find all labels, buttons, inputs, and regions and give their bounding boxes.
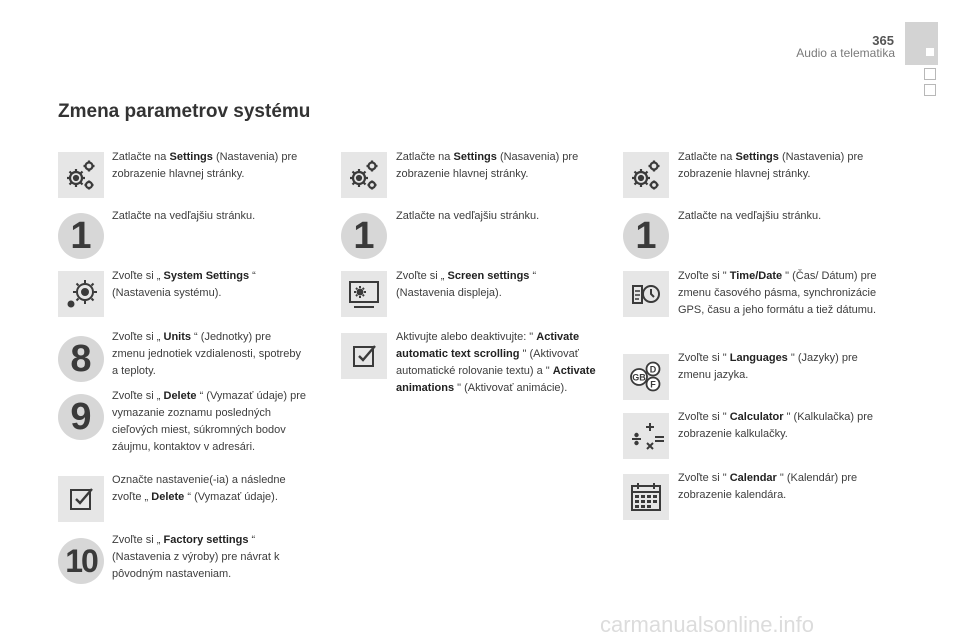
system-settings-gear-icon [58,271,104,317]
settings-gear-icon [341,152,387,198]
time-date-icon [623,271,669,317]
instruction-screen-settings: Zvoľte si „ Screen settings “ (Nastavenia displeja). [396,270,537,299]
settings-gear-icon [58,152,104,198]
checkbox-edit-icon [341,333,387,379]
step-badge: 1 [341,213,387,259]
step-badge: 1 [58,213,104,259]
calendar-icon [623,474,669,520]
instruction-calendar: Zvoľte si " Calendar " (Kalendár) pre zobrazenie kalendára. [678,472,858,501]
instruction-system-settings: Zvoľte si „ System Settings “ (Nastavenia systému). [112,270,256,299]
instruction-activate-options: Aktivujte alebo deaktivujte: " Activate automatic text scrolling " (Aktivovať automatické rolovanie textu) a " Activate animations " (Aktivovať animácie). [396,331,596,394]
instruction-next-page: Zatlačte na vedľajšiu stránku. [678,210,822,222]
watermark: carmanualsonline.info [600,612,815,637]
instruction-next-page: Zatlačte na vedľajšiu stránku. [112,210,256,222]
svg-text:F: F [650,379,656,390]
instruction-factory-settings: Zvoľte si „ Factory settings “ (Nastavenia z výroby) pre návrat k pôvodným nastaveniam. [112,534,280,580]
step-badge: 9 [58,394,104,440]
svg-text:D: D [649,364,657,375]
instruction-delete: Zvoľte si „ Delete “ (Vymazať údaje) pre vymazanie zoznamu posledných cieľových miest, súkromných bodov záujmu, kontaktov v adresári. [112,390,307,453]
svg-text:GB: GB [632,372,646,383]
tab-marker [926,48,934,56]
instruction-next-page: Zatlačte na vedľajšiu stránku. [396,210,540,222]
step-badge: 1 [623,213,669,259]
instruction-mark-delete: Označte nastavenie(-ia) a následne zvoľte „ Delete “ (Vymazať údaje). [112,474,286,503]
nav-square [924,68,936,80]
instruction-time-date: Zvoľte si " Time/Date " (Čas/ Dátum) pre zmenu časového pásma, synchronizácie GPS, času a jeho formátu a tiež dátumu. [678,270,877,316]
section-title: Audio a telematika [796,46,895,60]
instruction-units: Zvoľte si „ Units “ (Jednotky) pre zmenu jednotiek vzdialenosti, spotreby a teploty. [112,331,301,377]
nav-square [924,84,936,96]
calculator-icon [623,413,669,459]
languages-icon [623,354,669,400]
instruction-settings: Zatlačte na Settings (Nastavenia) pre zobrazenie hlavnej stránky. [112,151,298,180]
step-badge: 8 [58,336,104,382]
page-title: Zmena parametrov systému [58,101,311,122]
instruction-languages: Zvoľte si " Languages " (Jazyky) pre zmenu jazyka. [678,352,858,381]
checkbox-edit-icon [58,476,104,522]
instruction-settings: Zatlačte na Settings (Nastavenia) pre zobrazenie hlavnej stránky. [678,151,864,180]
instruction-calculator: Zvoľte si " Calculator " (Kalkulačka) pre zobrazenie kalkulačky. [678,411,874,440]
page-number: 365 [872,33,894,48]
instruction-settings: Zatlačte na Settings (Nasavenia) pre zobrazenie hlavnej stránky. [396,151,579,180]
step-badge: 10 [58,538,104,584]
page-tab [905,22,938,65]
screen-settings-icon [341,271,387,317]
settings-gear-icon [623,152,669,198]
